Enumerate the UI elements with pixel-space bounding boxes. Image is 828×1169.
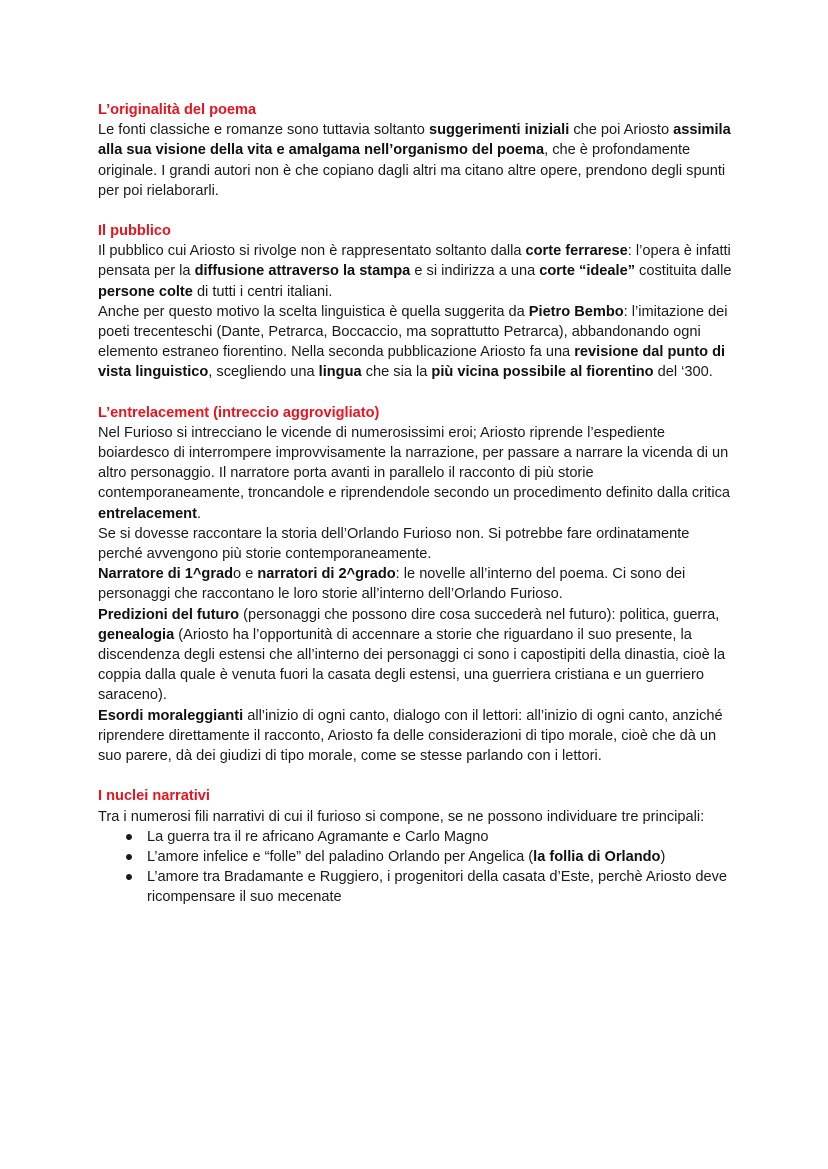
bold-text: Esordi moraleggianti xyxy=(98,707,244,724)
bold-text: corte ferrarese xyxy=(525,243,628,260)
paragraph xyxy=(98,241,738,302)
paragraph xyxy=(98,524,738,564)
bold-text: revisione dal punto di vista linguistico xyxy=(98,344,726,381)
text-run: all’inizio di ogni canto, dialogo con il lettori: all’inizio di ogni canto, anziché riprendere direttamente il racconto, Ariosto fa delle considerazioni di tipo morale, cioè che dà un suo parere, dà dei giudizi di tipo morale, come se stesse parlando con i lettori. xyxy=(98,707,723,765)
text-run: o e xyxy=(233,566,258,583)
text-run: La guerra tra il re africano Agramante e Carlo Magno xyxy=(147,828,489,845)
paragraph xyxy=(98,120,738,201)
text-run: . xyxy=(196,505,202,522)
paragraph xyxy=(98,564,738,604)
text-run: , scegliendo una xyxy=(208,364,319,381)
paragraph xyxy=(98,605,738,706)
bullet-icon xyxy=(126,874,132,880)
list-item xyxy=(147,867,738,907)
text-run: Le fonti classiche e romanze sono tuttavia soltanto xyxy=(98,122,429,139)
section-heading: Il pubblico xyxy=(98,223,171,240)
list-item xyxy=(147,827,738,847)
list-item-text xyxy=(147,849,665,865)
section-heading: L’entrelacement (intreccio aggrovigliato) xyxy=(98,404,380,421)
paragraph xyxy=(98,423,738,524)
text-run: (Ariosto ha l’opportunità di accennare a storie che riguardano il suo presente, la discendenza degli estensi che all’interno dei personaggi ci sono i capostipiti della dinastia, cioè la coppia dalla quale è venuta fuori la casata degli estensi, una guerriera cristiana e un guerriero saraceno). xyxy=(98,626,726,704)
bullet-icon xyxy=(126,834,132,840)
bold-text: corte “ideale” xyxy=(539,263,635,280)
section-heading: I nuclei narrativi xyxy=(98,788,210,805)
text-run: : l’imitazione dei poeti trecenteschi (Dante, Petrarca, Boccaccio, ma soprattutto Petrarca), abbandonando ogni elemento estraneo fiorentino. Nella seconda pubblicazione Ariosto fa una xyxy=(98,303,728,361)
bold-text: Pietro Bembo xyxy=(528,303,624,320)
list-item-text xyxy=(147,869,727,905)
text-run: del ‘300. xyxy=(653,364,713,381)
bold-text: genealogia xyxy=(98,626,175,643)
text-run: Tra i numerosi fili narrativi di cui il furioso si compone, se ne possono individuare tre principali: xyxy=(98,808,705,825)
text-run: e si indirizza a una xyxy=(410,263,540,280)
bullet-icon xyxy=(126,854,132,860)
text-run: L’amore infelice e “folle” del paladino Orlando per Angelica ( xyxy=(147,848,534,865)
bold-text: suggerimenti iniziali xyxy=(428,122,570,139)
bold-text: più vicina possibile al fiorentino xyxy=(431,364,654,381)
bold-text: diffusione attraverso la stampa xyxy=(194,263,411,280)
bold-text: persone colte xyxy=(98,283,193,300)
list-item-text xyxy=(147,829,489,845)
document-page xyxy=(98,100,738,928)
bold-text: lingua xyxy=(318,364,362,381)
bullet-list xyxy=(98,827,738,908)
list-item xyxy=(147,847,738,867)
text-run: Anche per questo motivo la scelta linguistica è quella suggerita da xyxy=(98,303,529,320)
text-run: , che è profondamente originale. I grandi autori non è che copiano dagli altri ma citano altre opere, prendono degli spunti per poi rielaborarli. xyxy=(98,142,726,199)
text-run: di tutti i centri italiani. xyxy=(192,283,333,300)
bold-text: assimila alla sua visione della vita e amalgama nell’organismo del poema xyxy=(98,122,731,159)
text-run: L’amore tra Bradamante e Ruggiero, i progenitori della casata d’Este, perchè Ariosto deve ricompensare il suo mecenate xyxy=(147,869,728,906)
text-run: che sia la xyxy=(361,364,432,381)
text-run: Se si dovesse raccontare la storia dell’Orlando Furioso non. Si potrebbe fare ordinatamente perché avvengono più storie contemporaneamente. xyxy=(98,525,690,563)
section-pubblico xyxy=(98,221,738,383)
bold-text: la follia di Orlando xyxy=(533,848,661,865)
text-run: : l’opera è infatti pensata per la xyxy=(98,243,731,280)
text-run: costituita dalle xyxy=(635,263,732,280)
section-originalita xyxy=(98,100,738,201)
text-run: (personaggi che possono dire cosa succederà nel futuro): politica, guerra, xyxy=(239,606,720,623)
paragraph xyxy=(98,807,738,827)
text-run: Il pubblico cui Ariosto si rivolge non è rappresentato soltanto dalla xyxy=(98,243,526,260)
text-run: : le novelle all’interno del poema. Ci sono dei personaggi che raccontano le loro storie all’interno dell’Orlando Furioso. xyxy=(98,566,686,603)
section-entrelacement xyxy=(98,403,738,767)
paragraph xyxy=(98,706,738,767)
bold-text: Predizioni del futuro xyxy=(98,606,240,623)
section-nuclei-narrativi xyxy=(98,786,738,907)
text-run: che poi Ariosto xyxy=(569,122,674,139)
bold-text: entrelacement xyxy=(98,505,197,522)
paragraph xyxy=(98,302,738,383)
text-run: Nel Furioso si intrecciano le vicende di numerosissimi eroi; Ariosto riprende l’espediente boiardesco di interrompere improvvisamente la narrazione, per passare a narrare la vicenda di un altro personaggio. Il narratore porta avanti in parallelo il racconto di più storie contemporaneamente, troncandole e riprendendole secondo un procedimento definito dalla critica xyxy=(98,424,730,502)
bold-text: Narratore di 1^grad xyxy=(98,566,234,583)
section-heading: L’originalità del poema xyxy=(98,102,257,118)
bold-text: narratori di 2^grado xyxy=(257,566,396,583)
text-run: ) xyxy=(660,848,666,865)
